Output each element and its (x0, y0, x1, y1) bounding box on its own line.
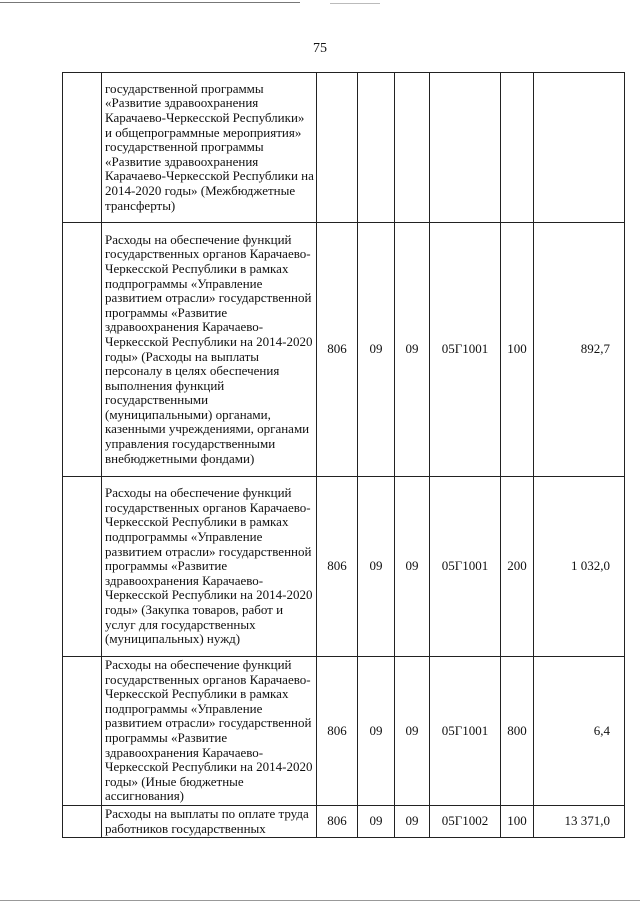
amount-cell: 892,7 (534, 223, 625, 477)
section-code-cell: 09 (358, 657, 395, 806)
table-row (63, 477, 625, 657)
target-article-cell: 05Г1001 (430, 657, 501, 806)
expense-type-cell: 200 (501, 477, 534, 657)
ministry-code-cell: 806 (317, 223, 358, 477)
target-article-cell: 05Г1001 (430, 477, 501, 657)
amount-cell (534, 73, 625, 223)
table-row (63, 657, 625, 806)
scan-edge-line (0, 2, 300, 3)
target-article-cell: 05Г1001 (430, 223, 501, 477)
row-number-cell (63, 223, 102, 477)
section-code-cell: 09 (358, 477, 395, 657)
description-cell: Расходы на обеспечение функций государственных органов Карачаево-Черкесской Республики в рамках подпрограммы «Управление развитием отрасли» государственной программы «Развитие здравоохранения Карачаево-Черкесской Республики на 2014-2020 годы» (Иные бюджетные ассигнования) (102, 657, 317, 806)
expense-type-cell: 800 (501, 657, 534, 806)
section-code-cell (358, 73, 395, 223)
row-number-cell (63, 657, 102, 806)
target-article-cell: 05Г1002 (430, 805, 501, 837)
row-number-cell (63, 477, 102, 657)
table-row (63, 73, 625, 223)
amount-cell: 1 032,0 (534, 477, 625, 657)
subsection-code-cell: 09 (395, 223, 430, 477)
description-cell: государственной программы «Развитие здравоохранения Карачаево-Черкесской Республики» и общепрограммные мероприятия» государственной программы «Развитие здравоохранения Карачаево-Черкесской Республики на 2014-2020 годы» (Межбюджетные трансферты) (102, 73, 317, 223)
scan-edge-line (0, 900, 640, 901)
subsection-code-cell: 09 (395, 805, 430, 837)
ministry-code-cell: 806 (317, 477, 358, 657)
page-number: 75 (313, 41, 327, 56)
table-row (63, 223, 625, 477)
budget-table (62, 72, 625, 838)
expense-type-cell: 100 (501, 805, 534, 837)
amount-cell: 13 371,0 (534, 805, 625, 837)
subsection-code-cell: 09 (395, 477, 430, 657)
expense-type-cell (501, 73, 534, 223)
description-cell: Расходы на обеспечение функций государственных органов Карачаево-Черкесской Республики в рамках подпрограммы «Управление развитием отрасли» государственной программы «Развитие здравоохранения Карачаево-Черкесской Республики на 2014-2020 годы» (Расходы на выплаты персоналу в целях обеспечения выполнения функций государственными (муниципальными) органами, казенными учреждениями, органами управления государственными внебюджетными фондами) (102, 223, 317, 477)
amount-cell: 6,4 (534, 657, 625, 806)
table-row (63, 805, 625, 837)
description-cell: Расходы на выплаты по оплате труда работников государственных (102, 805, 317, 837)
ministry-code-cell: 806 (317, 657, 358, 806)
row-number-cell (63, 73, 102, 223)
target-article-cell (430, 73, 501, 223)
description-cell: Расходы на обеспечение функций государственных органов Карачаево-Черкесской Республики в рамках подпрограммы «Управление развитием отрасли» государственной программы «Развитие здравоохранения Карачаево-Черкесской Республики на 2014-2020 годы» (Закупка товаров, работ и услуг для государственных (муниципальных) нужд) (102, 477, 317, 657)
scan-edge-mark (330, 3, 380, 4)
ministry-code-cell: 806 (317, 805, 358, 837)
row-number-cell (63, 805, 102, 837)
expense-type-cell: 100 (501, 223, 534, 477)
subsection-code-cell (395, 73, 430, 223)
section-code-cell: 09 (358, 805, 395, 837)
ministry-code-cell (317, 73, 358, 223)
subsection-code-cell: 09 (395, 657, 430, 806)
section-code-cell: 09 (358, 223, 395, 477)
